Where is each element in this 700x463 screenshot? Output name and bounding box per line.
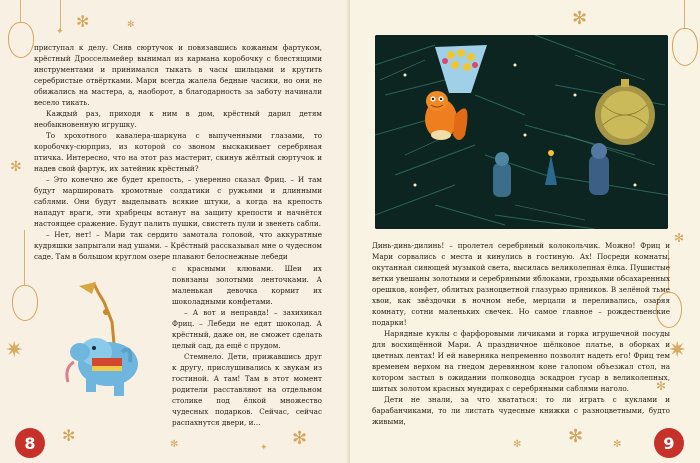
left-body-text-narrow	[172, 263, 322, 428]
paragraph: Динь-динь-дилинь! – пролетел серебряный колокольчик. Можно! Фриц и Мари сорвались с места и кинулись в гостиную. Ах! Посреди комнаты, окутанная сияющей музыкой света, высилась великолепная ёлка. Пушистые ветки увешаны золотыми и серебряными яблоками, гроздьями обсахаренных орешков, конфет, облитых разноцветной глазурью пряников. В зелёной тьме хвои, как звёздочки в ночном небе, мерцали и переливались, озаряя комнату, сотни маленьких свечек. Но самое главное – рождественские подарки!	[372, 241, 670, 327]
paragraph: – Это конечно же будет крепость, – уверенно сказал Фриц. – И там будут маршировать хромотные солдатики с ружьями и длинными саблями. Они будут выделывать всякие штуки, а когда на крепость нападут враги, эти храбрецы встанут на защиту крепости и начнётся настоящее сражение. Будут палить пушки, свистеть пули и звенеть сабли.	[34, 175, 322, 228]
elephant-trumpet-illustration	[34, 282, 164, 412]
snowflake-icon: ✻	[568, 426, 584, 447]
paragraph: То хрохотного кавалера-шаркуна с выпученными глазами, то коробочку-сюрприз, из которой со звоном выскакивает серебряная птичка. Интересно, что на этот раз мастерит, скинув жёлтый сюртучок и надев свой фартук, их затейник крёстный?	[34, 131, 322, 173]
snowflake-icon: ✻	[127, 20, 135, 30]
page-number-text: 9	[663, 433, 675, 453]
star-icon: ✷	[668, 338, 687, 363]
snowflake-icon: ✻	[292, 428, 308, 449]
snowflake-icon: ✻	[76, 12, 90, 31]
christmas-tree-illustration	[375, 35, 668, 229]
star-icon: ✦	[56, 27, 64, 37]
paragraph: Каждый раз, приходя к ним в дом, крёстный дарил детям необыкновенную игрушку.	[34, 109, 322, 129]
christmas-ornament-icon	[672, 28, 698, 66]
snowflake-icon: ✻	[674, 231, 685, 245]
page-number-text: 8	[24, 433, 36, 453]
snowflake-icon: ✻	[10, 159, 22, 175]
snowflake-icon: ✻	[613, 439, 622, 450]
paragraph: Нарядные куклы с фарфоровыми личиками и горка игрушечной посуды для восхищённой Мари. А праздничное шёлковое платье, в оборках и цветных лентах! И ей наверняка непременно позволят надеть его! Фриц тем временем верхом на гнедом деревянном коне галопом объезжал стол, на котором застыл в ожидании полководца эскадрон гусар в великолепных, шитых золотом красных мундирах с серебряными саблями наголо.	[372, 329, 670, 393]
snowflake-icon: ✻	[572, 8, 588, 29]
snowflake-icon: ✻	[513, 439, 522, 450]
paragraph: с красными клювами. Шеи их повязаны золотыми ленточками. А маленькая девочка кормит их шоколадными конфетами.	[172, 264, 322, 306]
paragraph: приступал к делу. Сняв сюртучок и повязавшись кожаным фартуком, крёстный Дроссельмейер вынимал из кармана коробочку с блестящими инструментами и принимался тыкать в часы шильцами и крутить серебристые отвёртками. Мари всегда жалела бедные часики, но они не обижались на мастера, а, наоборот, в благодарность за заботу начинали весело тикать.	[34, 43, 322, 107]
right-body-text	[372, 240, 670, 427]
snowflake-icon: ✻	[62, 426, 76, 445]
page-number	[654, 428, 684, 458]
paragraph: Дети не знали, за что хвататься: то ли играть с куклами и барабанчиками, то ли листать чудесные книжки с разноцветными, будто живыми,	[372, 395, 670, 426]
star-icon: ✦	[260, 443, 268, 453]
christmas-ornament-icon	[8, 22, 34, 58]
snowflake-icon: ✻	[656, 379, 667, 393]
page-number	[15, 428, 45, 458]
paragraph: Стемнело. Дети, прижавшись друг к другу, прислушивались к звукам из гостиной. А там! Там в этот момент родители расставляют на отдельном столике под ёлкой множество чудесных подарков. Сейчас, сейчас распахнутся двери, и…	[172, 352, 322, 427]
snowflake-icon: ✻	[170, 439, 179, 450]
left-body-text	[34, 42, 322, 262]
star-icon: ✷	[5, 338, 24, 363]
paragraph: – А вот и неправда! – захихикал Фриц. – Лебеди не едят шоколад. А крёстный, даже он, не сможет сделать целый сад, да ещё с прудом.	[172, 308, 322, 350]
paragraph: – Нет, нет! – Мари так сердито замотала головой, что аккуратные кудряшки запрыгали над ушами. – Крёстный рассказывал мне о чудесном саде. Там в большом круглом озере плавают белоснежные лебеди	[34, 230, 322, 261]
